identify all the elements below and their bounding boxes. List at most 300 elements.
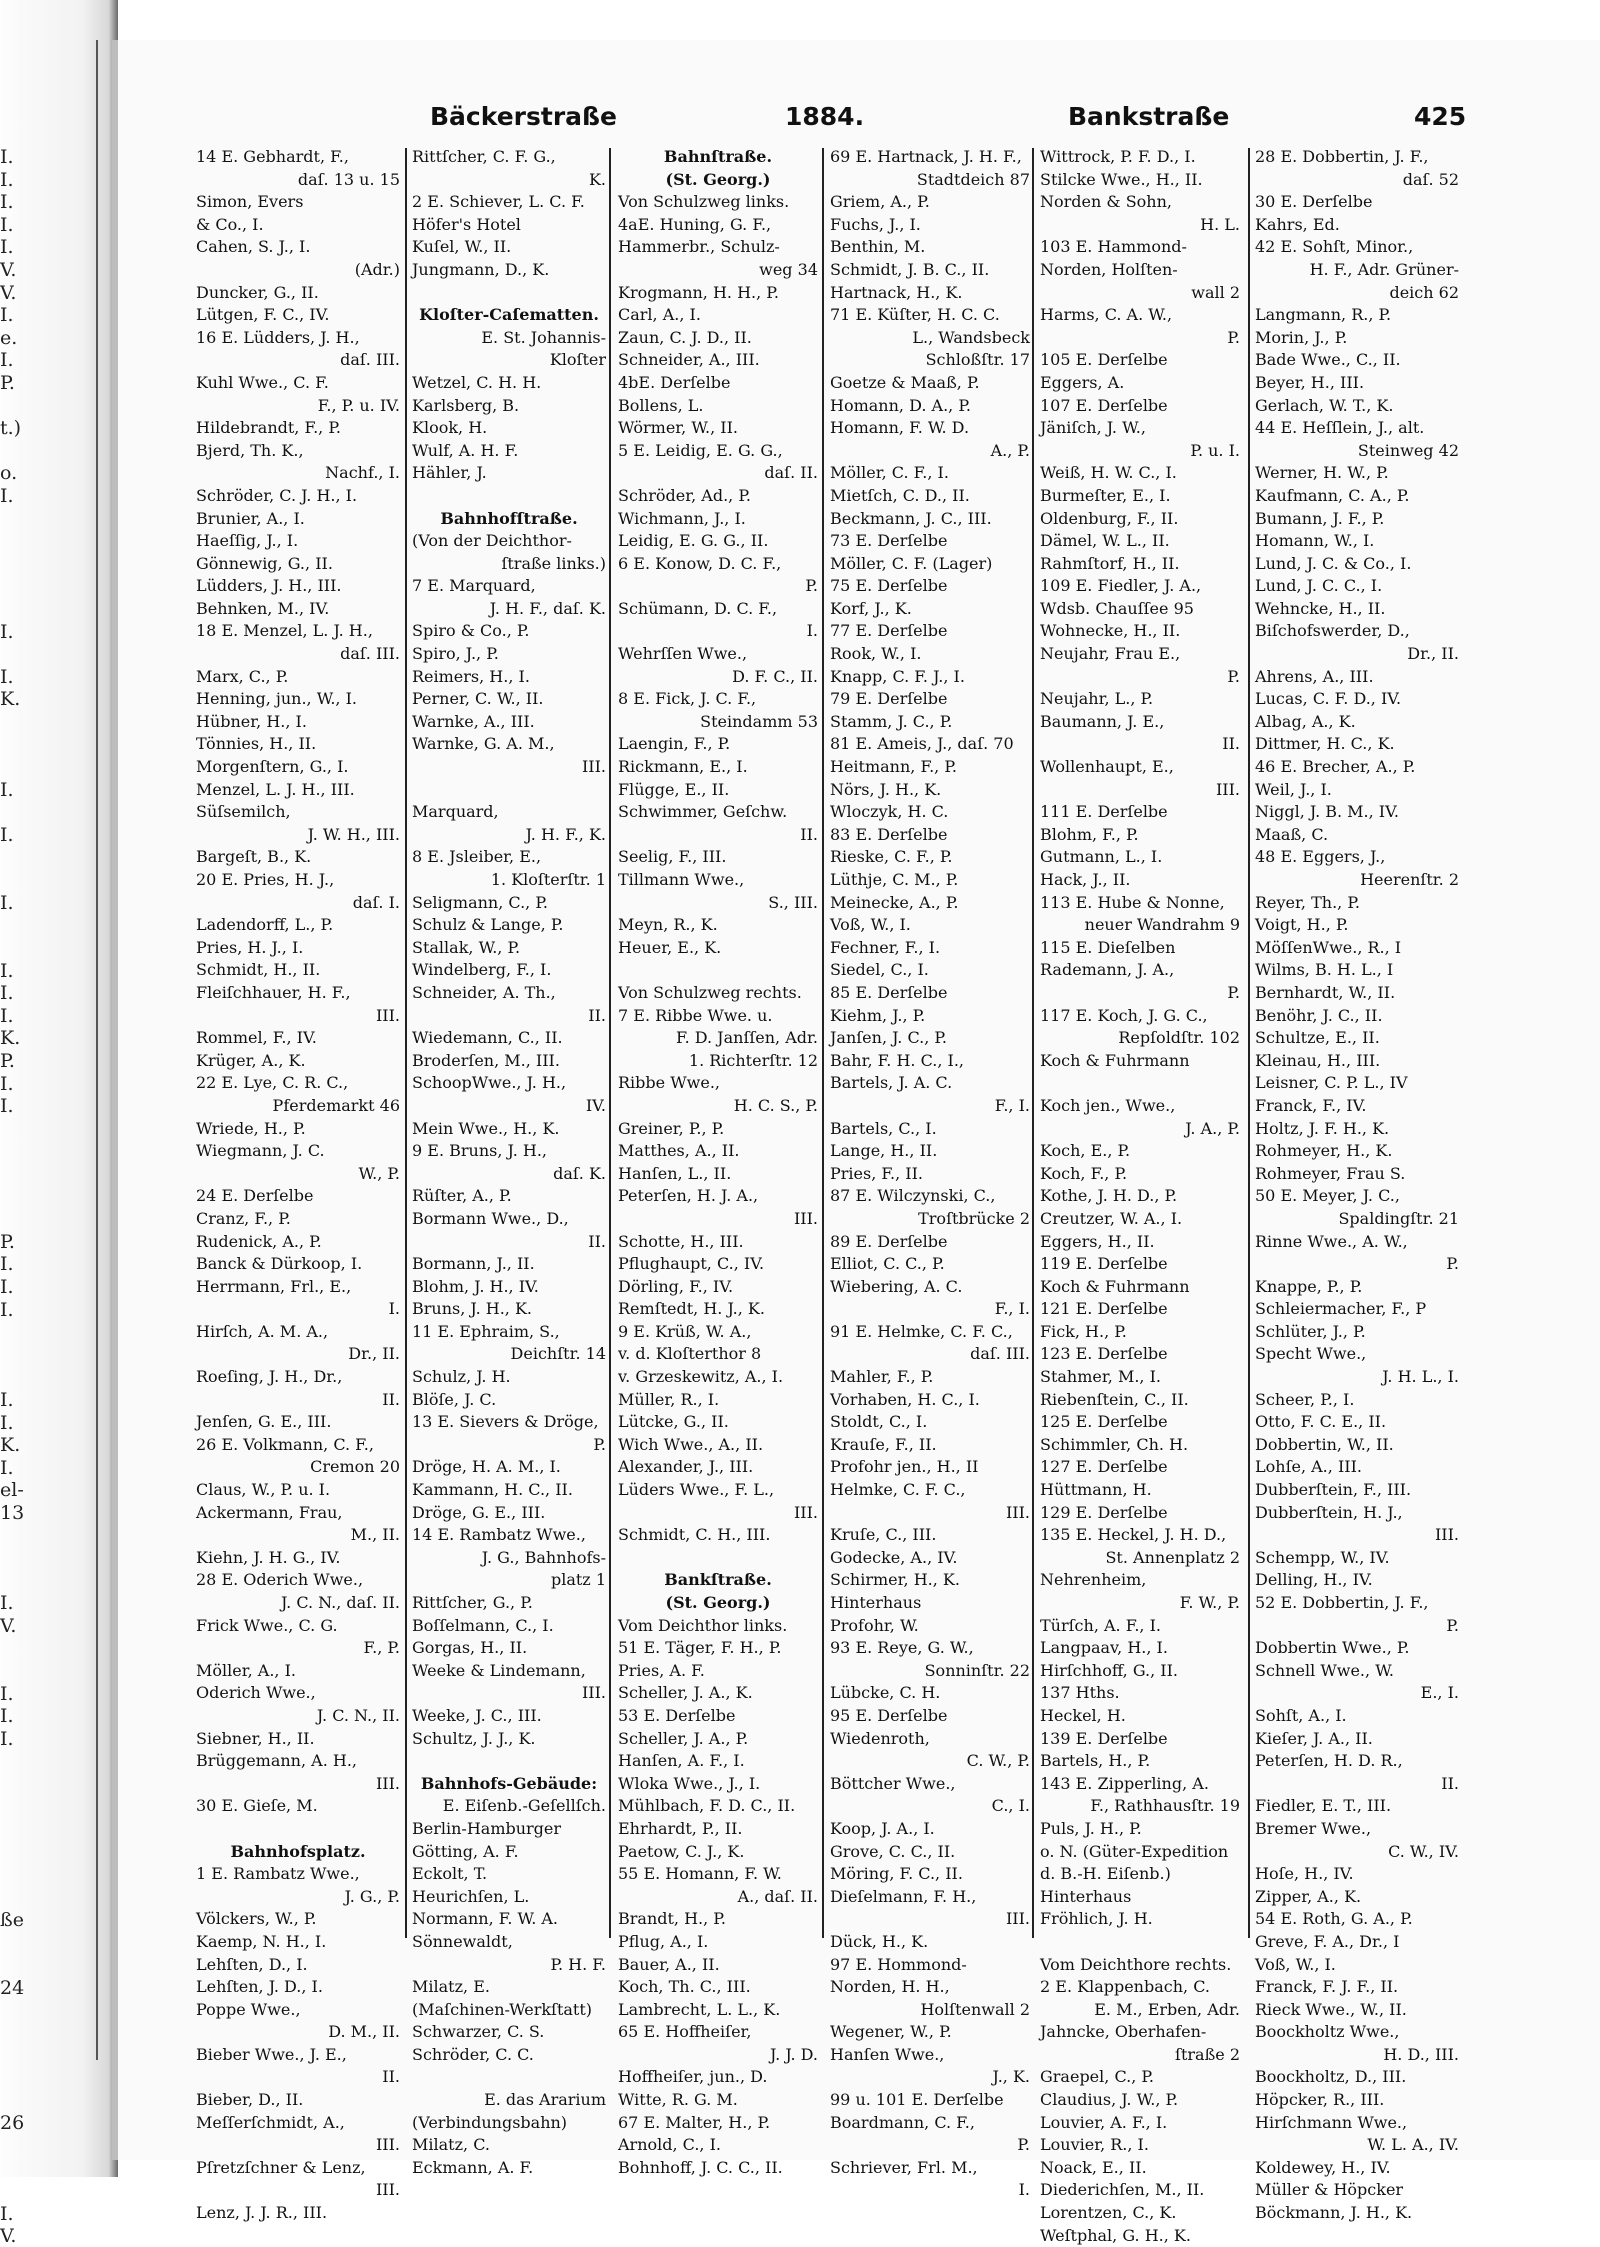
- directory-entry-line: Brunier, A., I.: [196, 508, 305, 528]
- directory-entry-line: Blohm, J. H., IV.: [412, 1276, 539, 1296]
- directory-entry-line: Mahler, F., P.: [830, 1367, 934, 1387]
- directory-entry-line: Biſchofswerder, D.,: [1255, 621, 1410, 641]
- directory-entry-line: Hinterhaus: [1040, 1886, 1132, 1906]
- edge-fragment: P.: [0, 372, 15, 394]
- directory-entry-line: Götting, A. F.: [412, 1841, 519, 1861]
- directory-entry-line: Schultz, J. J., K.: [412, 1728, 536, 1748]
- directory-entry-line: Riebenſtein, C., II.: [1040, 1389, 1189, 1409]
- directory-entry-line: wall 2: [1191, 282, 1240, 302]
- directory-entry-line: 53 E. Derſelbe: [618, 1705, 736, 1725]
- directory-entry-line: H. D., III.: [1383, 2044, 1459, 2064]
- directory-entry-line: Weil, J., I.: [1255, 779, 1332, 799]
- directory-entry-line: Banck & Dürkoop, I.: [196, 1254, 363, 1274]
- directory-entry-line: Oldenburg, F., II.: [1040, 508, 1179, 528]
- directory-entry-line: L., Wandsbeck: [912, 327, 1030, 347]
- directory-entry-line: II.: [1441, 1773, 1459, 1793]
- directory-entry-line: P.: [805, 576, 818, 596]
- directory-entry-line: Roeſing, J. H., Dr.,: [196, 1367, 343, 1387]
- directory-entry-line: Mein Wwe., H., K.: [412, 1118, 560, 1138]
- directory-entry-line: daſ. II.: [764, 463, 818, 483]
- directory-entry-line: Holtz, J. F. H., K.: [1255, 1118, 1390, 1138]
- directory-entry-line: Bjerd, Th. K.,: [196, 440, 304, 460]
- directory-entry-line: Steindamm 53: [700, 711, 818, 731]
- directory-entry-line: Claudius, J. W., P.: [1040, 2090, 1179, 2110]
- directory-entry-line: D. F. C., II.: [732, 666, 818, 686]
- directory-entry-line: I.: [806, 621, 818, 641]
- directory-entry-line: 111 E. Derſelbe: [1040, 802, 1168, 822]
- directory-entry-line: 71 E. Küſter, H. C. C.: [830, 305, 1000, 325]
- directory-entry-line: J., K.: [992, 2067, 1030, 2087]
- directory-entry-line: Spaldingſtr. 21: [1338, 1208, 1459, 1228]
- directory-entry-line: Pſretzſchner & Lenz,: [196, 2157, 366, 2177]
- directory-entry-line: Lange, H., II.: [830, 1141, 938, 1161]
- directory-entry-line: 30 E. Gieſe, M.: [196, 1796, 318, 1816]
- directory-entry-line: 26 E. Volkmann, C. F.,: [196, 1434, 374, 1454]
- directory-entry-line: F., P.: [363, 1638, 400, 1658]
- directory-entry-line: Jäniſch, J. W.,: [1040, 418, 1146, 438]
- directory-entry-line: Lüders Wwe., F. L.,: [618, 1480, 775, 1500]
- directory-entry-line: 83 E. Derſelbe: [830, 824, 948, 844]
- directory-entry-line: Ladendorff, L., P.: [196, 915, 334, 935]
- directory-entry-line: Höfer's Hotel: [412, 214, 521, 234]
- directory-entry-line: Koch & Fuhrmann: [1040, 1050, 1190, 1070]
- directory-entry-line: 117 E. Koch, J. G. C.,: [1040, 1005, 1208, 1025]
- directory-entry-line: Bieber Wwe., J. E.,: [196, 2044, 347, 2064]
- directory-entry-line: 75 E. Derſelbe: [830, 576, 948, 596]
- directory-entry-line: Vorhaben, H. C., I.: [830, 1389, 980, 1409]
- directory-entry-line: Vom Deichthor links.: [618, 1615, 788, 1635]
- directory-entry-line: Matthes, A., II.: [618, 1141, 740, 1161]
- directory-entry-line: Knapp, C. F. J., I.: [830, 666, 965, 686]
- directory-entry-line: Franck, F., IV.: [1255, 1095, 1367, 1115]
- directory-entry-line: Schwarzer, C. S.: [412, 2022, 545, 2042]
- directory-entry-line: Meinecke, A., P.: [830, 892, 959, 912]
- directory-entry-line: 125 E. Derſelbe: [1040, 1412, 1168, 1432]
- directory-entry-line: Bieber, D., II.: [196, 2090, 304, 2110]
- directory-entry-line: Schnell Wwe., W.: [1255, 1660, 1394, 1680]
- directory-entry-line: 119 E. Derſelbe: [1040, 1254, 1168, 1274]
- directory-entry-line: Zaun, C. J. D., II.: [618, 327, 752, 347]
- directory-entry-line: Kuſel, W., II.: [412, 237, 512, 257]
- directory-entry-line: Hartnack, H., K.: [830, 282, 963, 302]
- edge-fragment: P.: [0, 1230, 15, 1253]
- directory-entry-line: Pries, H. J., I.: [196, 937, 304, 957]
- directory-entry-line: 81 E. Ameis, J., daſ. 70: [830, 734, 1014, 754]
- directory-entry-line: Voigt, H., P.: [1255, 915, 1349, 935]
- directory-entry-line: Schröder, Ad., P.: [618, 485, 751, 505]
- directory-entry-line: P.: [1227, 327, 1240, 347]
- directory-entry-line: III.: [1005, 1909, 1030, 1929]
- edge-fragment: I.: [0, 1253, 14, 1276]
- directory-entry-line: Cremon 20: [310, 1457, 400, 1477]
- directory-entry-line: Von Schulzweg rechts.: [618, 982, 802, 1002]
- directory-entry-line: Windelberg, F., I.: [412, 960, 552, 980]
- directory-entry-line: Duncker, G., II.: [196, 282, 319, 302]
- directory-entry-line: Stoldt, C., I.: [830, 1412, 928, 1432]
- column-2: [412, 146, 606, 2177]
- directory-entry-line: 44 E. Heſſlein, J., alt.: [1255, 418, 1425, 438]
- directory-entry-line: Weiß, H. W. C., I.: [1040, 463, 1177, 483]
- edge-fragment: I.: [0, 168, 14, 191]
- column-3: [618, 146, 818, 2177]
- directory-entry-line: 4bE. Derſelbe: [618, 372, 731, 392]
- directory-entry-line: III.: [581, 1683, 606, 1703]
- edge-fragment: I.: [0, 1456, 14, 1479]
- binding-edge: [96, 40, 98, 2060]
- directory-entry-line: Heuer, E., K.: [618, 937, 722, 957]
- directory-entry-line: III.: [375, 2180, 400, 2200]
- directory-entry-line: Von Schulzweg links.: [618, 192, 790, 212]
- directory-entry-line: Oderich Wwe.,: [196, 1683, 316, 1703]
- directory-entry-line: Jungmann, D., K.: [412, 259, 550, 279]
- directory-entry-line: Blöſe, J. C.: [412, 1389, 497, 1409]
- directory-entry-line: J. J. D.: [769, 2044, 818, 2064]
- directory-entry-line: 115 E. Dieſelben: [1040, 937, 1176, 957]
- directory-entry-line: Weeke & Lindemann,: [412, 1660, 586, 1680]
- directory-entry-line: Dröge, H. A. M., I.: [412, 1457, 561, 1477]
- directory-entry-line: F. D. Janſſen, Adr.: [675, 1028, 818, 1048]
- directory-entry-line: Wittrock, P. F. D., I.: [1040, 147, 1196, 166]
- directory-entry-line: daſ. 13 u. 15: [297, 169, 400, 189]
- directory-entry-line: Lenz, J. J. R., III.: [196, 2203, 328, 2223]
- directory-entry-line: Schröder, C. C.: [412, 2044, 534, 2064]
- directory-entry-line: Nehrenheim,: [1040, 1570, 1147, 1590]
- directory-entry-line: Rittſcher, G., P.: [412, 1593, 533, 1612]
- directory-entry-line: Deichſtr. 14: [510, 1344, 606, 1364]
- directory-entry-line: Krauſe, F., II.: [830, 1434, 937, 1454]
- directory-entry-line: 28 E. Oderich Wwe.,: [196, 1570, 364, 1590]
- directory-entry-line: Fechner, F., I.: [830, 937, 941, 957]
- directory-entry-line: 69 E. Hartnack, J. H. F.,: [830, 147, 1022, 166]
- directory-entry-line: ſtraße links.): [501, 553, 606, 573]
- directory-entry-line: III.: [793, 1208, 818, 1228]
- directory-entry-line: 48 E. Eggers, J.,: [1255, 847, 1386, 867]
- directory-entry-line: Schümann, D. C. F.,: [618, 598, 778, 618]
- directory-entry-line: 139 E. Derſelbe: [1040, 1728, 1168, 1748]
- directory-entry-line: Seelig, F., III.: [618, 847, 727, 867]
- edge-fragment: I.: [0, 1095, 14, 1118]
- directory-entry-line: II.: [382, 1389, 400, 1409]
- directory-entry-line: 127 E. Derſelbe: [1040, 1457, 1168, 1477]
- directory-entry-line: Hanſen, A. F., I.: [618, 1751, 745, 1771]
- directory-entry-line: Homann, D. A., P.: [830, 395, 971, 415]
- directory-entry-line: Fröhlich, J. H.: [1040, 1909, 1153, 1929]
- directory-entry-line: E., I.: [1420, 1683, 1459, 1703]
- directory-entry-line: Koch & Fuhrmann: [1040, 1276, 1190, 1296]
- directory-entry-line: SchoopWwe., J. H.,: [412, 1073, 567, 1093]
- directory-entry-line: Fiedler, E. T., III.: [1255, 1796, 1392, 1816]
- directory-entry-line: 28 E. Dobbertin, J. F.,: [1255, 147, 1429, 166]
- directory-entry-line: Lambrecht, L. L., K.: [618, 1999, 781, 2019]
- directory-entry-line: C., I.: [991, 1796, 1030, 1816]
- directory-entry-line: 9 E. Krüß, W. A.,: [618, 1321, 752, 1341]
- directory-entry-line: Kuhl Wwe., C. F.: [196, 372, 329, 392]
- directory-entry-line: Peterſen, H. J. A.,: [618, 1186, 759, 1206]
- directory-entry-line: daſ. K.: [553, 1163, 606, 1183]
- directory-entry-line: Lehſten, D., I.: [196, 1954, 308, 1974]
- directory-entry-line: [412, 282, 606, 305]
- directory-entry-line: Specht Wwe.,: [1255, 1344, 1367, 1364]
- directory-entry-line: Wloka Wwe., J., I.: [618, 1773, 761, 1793]
- directory-entry-line: (Maſchinen-Werkſtatt): [412, 1999, 593, 2019]
- directory-entry-line: II.: [588, 1231, 606, 1251]
- directory-entry-line: Dück, H., K.: [830, 1931, 929, 1951]
- directory-entry-line: Hildebrandt, F., P.: [196, 418, 341, 438]
- directory-entry-line: Hüttmann, H.: [1040, 1480, 1152, 1500]
- directory-entry-line: Gorgas, H., II.: [412, 1638, 528, 1658]
- directory-entry-line: Pferdemarkt 46: [272, 1095, 400, 1115]
- directory-entry-line: III.: [1215, 779, 1240, 799]
- directory-entry-line: o. N. (Güter-Expedition: [1040, 1841, 1229, 1861]
- directory-entry-line: 50 E. Meyer, J. C.,: [1255, 1186, 1400, 1206]
- directory-entry-line: Griem, A., P.: [830, 192, 930, 212]
- directory-entry-line: Noack, E., II.: [1040, 2157, 1147, 2177]
- directory-entry-line: Müller & Höpcker: [1255, 2180, 1404, 2200]
- directory-entry-line: Schulz, J. H.: [412, 1367, 511, 1387]
- directory-entry-line: Rüſter, A., P.: [412, 1186, 512, 1206]
- directory-entry-line: Hoſe, H., IV.: [1255, 1864, 1354, 1884]
- directory-entry-line: P. H. F.: [550, 1954, 606, 1974]
- directory-entry-line: Koch jen., Wwe.,: [1040, 1095, 1176, 1115]
- directory-entry-line: Scheer, P., I.: [1255, 1389, 1355, 1409]
- directory-entry-line: Wilms, B. H. L., I: [1255, 960, 1394, 980]
- directory-entry-line: Eggers, H., II.: [1040, 1231, 1155, 1251]
- directory-entry-line: Meyn, R., K.: [618, 915, 718, 935]
- directory-entry-line: Hack, J., II.: [1040, 870, 1131, 889]
- edge-fragment: o.: [0, 462, 18, 485]
- directory-entry-line: 137 Hths.: [1040, 1683, 1120, 1703]
- directory-entry-line: P.: [1446, 1615, 1459, 1635]
- street-heading: Kloſter-Caſematten.: [419, 305, 599, 325]
- directory-entry-line: Werner, H. W., P.: [1255, 463, 1389, 483]
- directory-entry-line: Sönnewaldt,: [412, 1931, 513, 1951]
- directory-entry-line: 73 E. Derſelbe: [830, 531, 948, 551]
- directory-entry-line: II.: [1222, 734, 1240, 754]
- directory-entry-line: 65 E. Hoffheiſer,: [618, 2022, 752, 2042]
- directory-entry-line: Schneider, A. Th.,: [412, 982, 556, 1002]
- directory-entry-line: 11 E. Ephraim, S.,: [412, 1321, 560, 1341]
- edge-fragment: I.: [0, 1682, 14, 1705]
- directory-entry-line: Hinterhaus: [830, 1593, 922, 1612]
- directory-entry-line: Peterſen, H. D. R.,: [1255, 1751, 1403, 1771]
- directory-entry-line: Graepel, C., P.: [1040, 2067, 1154, 2087]
- directory-entry-line: Bade Wwe., C., II.: [1255, 350, 1401, 370]
- directory-entry-line: Hübner, H., I.: [196, 711, 307, 731]
- directory-entry-line: Marquard,: [412, 802, 499, 822]
- directory-entry-line: 24 E. Derſelbe: [196, 1186, 314, 1206]
- directory-entry-line: Heerenſtr. 2: [1360, 870, 1459, 889]
- directory-entry-line: Hanſen Wwe.,: [830, 2044, 945, 2064]
- edge-fragment: V.: [0, 2225, 17, 2247]
- directory-entry-line: Schneider, A., III.: [618, 350, 760, 370]
- directory-entry-line: Fleiſchhauer, H. F.,: [196, 982, 351, 1002]
- directory-entry-line: Koldewey, H., IV.: [1255, 2157, 1391, 2177]
- directory-entry-line: neuer Wandrahm 9: [1084, 915, 1240, 935]
- directory-entry-line: III.: [375, 1773, 400, 1793]
- directory-entry-line: 51 E. Täger, F. H., P.: [618, 1638, 782, 1658]
- edge-fragment: I.: [0, 191, 14, 214]
- directory-entry-line: 16 E. Lüdders, J. H.,: [196, 327, 360, 347]
- directory-entry-line: [412, 2066, 606, 2089]
- directory-entry-line: Morin, J., P.: [1255, 327, 1348, 347]
- directory-entry-line: Eckmann, A. F.: [412, 2157, 534, 2177]
- directory-entry-line: Lund, J. C. & Co., I.: [1255, 553, 1412, 573]
- directory-entry-line: Repſoldſtr. 102: [1118, 1028, 1240, 1048]
- directory-entry-line: [412, 779, 606, 802]
- directory-entry-line: 2 E. Klappenbach, C.: [1040, 1977, 1210, 1997]
- directory-entry-line: Stallak, W., P.: [412, 937, 521, 957]
- header-year: 1884.: [785, 102, 865, 131]
- edge-fragment: I.: [0, 1592, 14, 1615]
- directory-entry-line: P.: [1017, 2135, 1030, 2155]
- directory-entry-line: Rahmſtorf, H., II.: [1040, 553, 1180, 573]
- directory-entry-line: Homann, W., I.: [1255, 531, 1375, 551]
- directory-entry-line: St. Annenplatz 2: [1105, 1547, 1240, 1567]
- directory-entry-line: Holſtenwall 2: [920, 1999, 1030, 2019]
- directory-entry-line: Wetzel, C. H. H.: [412, 372, 542, 392]
- directory-entry-line: 1. Kloſterſtr. 1: [490, 870, 606, 889]
- directory-entry-line: 143 E. Zipperling, A.: [1040, 1773, 1209, 1793]
- directory-entry-line: Sonninſtr. 22: [924, 1660, 1030, 1680]
- directory-entry-line: J. W. H., III.: [307, 824, 400, 844]
- directory-entry-line: 79 E. Derſelbe: [830, 689, 948, 709]
- directory-entry-line: Kammann, H. C., II.: [412, 1480, 573, 1500]
- column-1: [196, 146, 400, 2223]
- directory-entry-line: MöſſenWwe., R., I: [1255, 937, 1402, 957]
- directory-entry-line: Benthin, M.: [830, 237, 926, 257]
- directory-entry-line: 129 E. Derſelbe: [1040, 1502, 1168, 1522]
- directory-entry-line: Rademann, J. A.,: [1040, 960, 1175, 980]
- directory-entry-line: Schleiermacher, F., P: [1255, 1299, 1427, 1319]
- directory-entry-line: Milatz, E.: [412, 1977, 490, 1997]
- directory-entry-line: 87 E. Wilczynski, C.,: [830, 1186, 996, 1206]
- directory-entry-line: 18 E. Menzel, L. J. H.,: [196, 621, 373, 641]
- directory-entry-line: F. W., P.: [1179, 1593, 1240, 1612]
- edge-fragment: P.: [0, 1050, 15, 1072]
- directory-entry-line: Carl, A., I.: [618, 305, 701, 325]
- directory-entry-line: daſ. 52: [1402, 169, 1459, 189]
- directory-entry-line: III.: [793, 1502, 818, 1522]
- directory-entry-line: P. u. I.: [1190, 440, 1240, 460]
- edge-fragment: I.: [0, 1276, 14, 1298]
- directory-entry-line: & Co., I.: [196, 214, 264, 234]
- directory-entry-line: Wdsb. Chauſſee 95: [1040, 598, 1194, 618]
- directory-entry-line: daſ. III.: [340, 644, 400, 664]
- edge-fragment: ße: [0, 1908, 24, 1931]
- directory-entry-line: Seligmann, C., P.: [412, 892, 548, 912]
- directory-entry-line: Kaufmann, C. A., P.: [1255, 485, 1410, 505]
- directory-entry-line: Nörs, J. H., K.: [830, 779, 942, 799]
- directory-entry-line: Reimers, H., I.: [412, 666, 530, 686]
- edge-fragment: V.: [0, 1615, 17, 1637]
- directory-entry-line: H. C. S., P.: [733, 1095, 818, 1115]
- column-4: [830, 146, 1030, 2200]
- directory-entry-line: Harms, C. A. W.,: [1040, 305, 1173, 325]
- directory-entry-line: Kieſer, J. A., II.: [1255, 1728, 1373, 1748]
- directory-entry-line: 85 E. Derſelbe: [830, 982, 948, 1002]
- directory-entry-line: ſtraße 2: [1175, 2044, 1240, 2064]
- header-left-street: Bäckerstraße: [430, 102, 617, 131]
- directory-entry-line: Steinweg 42: [1357, 440, 1459, 460]
- directory-entry-line: Zipper, A., K.: [1255, 1886, 1362, 1906]
- directory-entry-line: 54 E. Roth, G. A., P.: [1255, 1909, 1413, 1929]
- directory-entry-line: Hirſch, A. M. A.,: [196, 1321, 329, 1341]
- directory-entry-line: Ackermann, Frau,: [196, 1502, 343, 1522]
- directory-entry-line: 123 E. Derſelbe: [1040, 1344, 1168, 1364]
- edge-fragment: K.: [0, 688, 21, 711]
- directory-entry-line: Knappe, P., P.: [1255, 1276, 1363, 1296]
- directory-entry-line: J. H. F., K.: [525, 824, 606, 844]
- directory-entry-line: Heckel, H.: [1040, 1705, 1126, 1725]
- directory-entry-line: Arnold, C., I.: [618, 2135, 722, 2155]
- directory-entry-line: platz 1: [550, 1570, 606, 1590]
- directory-entry-line: 1 E. Rambatz Wwe.,: [196, 1864, 360, 1884]
- edge-fragment: I.: [0, 1411, 14, 1434]
- directory-entry-line: Profohr, W.: [830, 1615, 919, 1635]
- directory-entry-line: Koch, E., P.: [1040, 1141, 1131, 1161]
- edge-fragment: 13: [0, 1502, 25, 1524]
- directory-entry-line: Beckmann, J. C., III.: [830, 508, 992, 528]
- directory-entry-line: Bruns, J. H., K.: [412, 1299, 532, 1319]
- directory-entry-line: Schlüter, J., P.: [1255, 1321, 1366, 1341]
- directory-entry-line: Kloſter: [549, 350, 606, 370]
- directory-entry-line: Bahr, F. H. C., I.,: [830, 1050, 964, 1070]
- directory-entry-line: Dubberſtein, F., III.: [1255, 1480, 1412, 1500]
- directory-entry-line: Wehrſſen Wwe.,: [618, 644, 748, 664]
- directory-entry-line: D. M., II.: [328, 2022, 400, 2042]
- directory-entry-line: Krüger, A., K.: [196, 1050, 306, 1070]
- directory-entry-line: 91 E. Helmke, C. F. C.,: [830, 1321, 1013, 1341]
- directory-entry-line: Laengin, F., P.: [618, 734, 731, 754]
- directory-entry-line: Leisner, C. P. L., IV: [1255, 1073, 1408, 1093]
- directory-entry-line: I.: [388, 1299, 400, 1319]
- directory-entry-line: Grove, C. C., II.: [830, 1841, 956, 1861]
- edge-fragment: I.: [0, 1004, 14, 1027]
- directory-entry-line: Cranz, F., P.: [196, 1208, 291, 1228]
- directory-entry-line: 1. Richterſtr. 12: [688, 1050, 818, 1070]
- directory-entry-line: Maaß, C.: [1255, 824, 1329, 844]
- directory-entry-line: v. Grzeskewitz, A., I.: [618, 1367, 784, 1387]
- directory-entry-line: Rommel, F., IV.: [196, 1028, 317, 1048]
- directory-entry-line: Heurichſen, L.: [412, 1886, 530, 1906]
- directory-entry-line: Schirmer, H., K.: [830, 1570, 960, 1590]
- directory-entry-line: Dr., II.: [348, 1344, 400, 1364]
- directory-entry-line: Remſtedt, H. J., K.: [618, 1299, 765, 1319]
- edge-fragment: K.: [0, 1027, 21, 1050]
- directory-entry-line: Siebner, H., II.: [196, 1728, 315, 1748]
- directory-entry-line: Wiedenroth,: [830, 1728, 930, 1748]
- directory-entry-line: Milatz, C.: [412, 2135, 490, 2155]
- directory-entry-line: Bartels, H., P.: [1040, 1751, 1151, 1771]
- directory-entry-line: Otto, F. C. E., II.: [1255, 1412, 1387, 1432]
- directory-entry-line: 67 E. Malter, H., P.: [618, 2112, 771, 2132]
- directory-entry-line: Fick, H., P.: [1040, 1321, 1127, 1341]
- directory-entry-line: Kaemp, N. H., I.: [196, 1931, 327, 1951]
- directory-entry-line: 113 E. Hube & Nonne,: [1040, 892, 1225, 912]
- directory-entry-line: 42 E. Sohſt, Minor.,: [1255, 237, 1414, 257]
- page-shadow: [112, 40, 118, 2160]
- directory-entry-line: Morgenſtern, G., I.: [196, 757, 349, 777]
- directory-entry-line: Wulf, A. H. F.: [412, 440, 519, 460]
- directory-entry-line: Wehncke, H., II.: [1255, 598, 1386, 618]
- directory-entry-line: Hirſchhoff, G., II.: [1040, 1660, 1179, 1680]
- directory-entry-line: 109 E. Fiedler, J. A.,: [1040, 576, 1202, 596]
- directory-entry-line: III.: [1434, 1525, 1459, 1545]
- directory-entry-line: Schulz & Lange, P.: [412, 915, 564, 935]
- directory-entry-line: Klook, H.: [412, 418, 488, 438]
- directory-entry-line: Simon, Evers: [196, 192, 304, 212]
- directory-entry-line: Lütgen, F. C., IV.: [196, 305, 330, 325]
